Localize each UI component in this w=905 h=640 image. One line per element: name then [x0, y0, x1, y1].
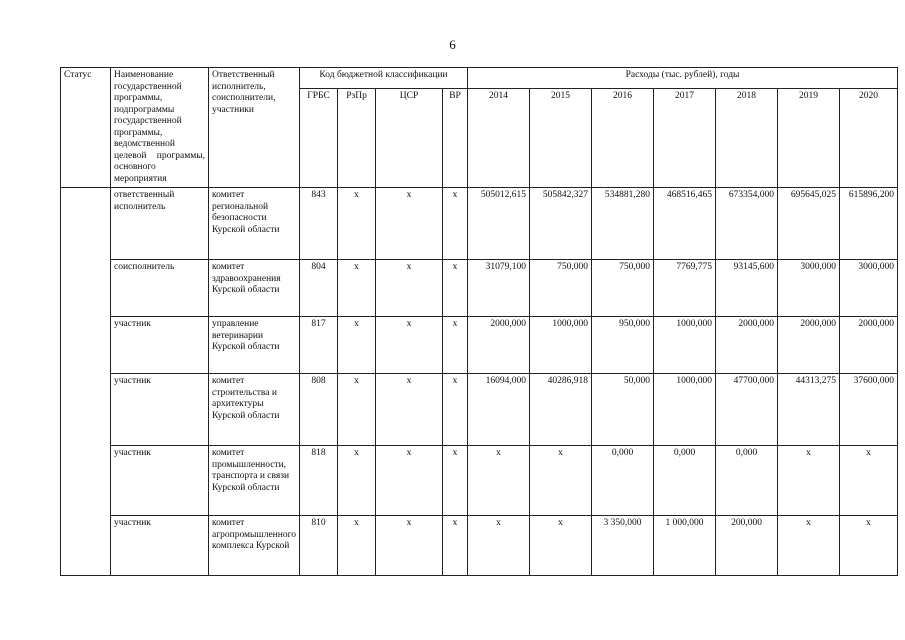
value-cell: 1 000,000	[654, 516, 716, 576]
value-cell: 468516,465	[654, 188, 716, 260]
row-responsible: комитет здравоохранения Курской области	[209, 260, 300, 317]
header-status: Статус	[61, 68, 111, 188]
value-cell: 0,000	[592, 446, 654, 516]
value-cell: 750,000	[530, 260, 592, 317]
value-cell: 44313,275	[778, 374, 840, 446]
csr-cell: x	[376, 374, 443, 446]
header-grbs: ГРБС	[300, 88, 338, 188]
rzpr-cell: x	[338, 374, 376, 446]
row-name: ответственный исполнитель	[111, 188, 209, 260]
grbs-cell: 808	[300, 374, 338, 446]
value-cell: 3000,000	[778, 260, 840, 317]
header-year: 2014	[468, 88, 530, 188]
value-cell: 16094,000	[468, 374, 530, 446]
header-year: 2018	[716, 88, 778, 188]
row-name: участник	[111, 317, 209, 374]
value-cell: 31079,100	[468, 260, 530, 317]
value-cell: 615896,200	[840, 188, 898, 260]
rzpr-cell: x	[338, 188, 376, 260]
rzpr-cell: x	[338, 260, 376, 317]
value-cell: 1000,000	[654, 317, 716, 374]
table-row	[61, 188, 898, 260]
value-cell: 3 350,000	[592, 516, 654, 576]
header-year: 2017	[654, 88, 716, 188]
value-cell: 2000,000	[840, 317, 898, 374]
status-cell	[61, 374, 111, 446]
csr-cell: x	[376, 516, 443, 576]
csr-cell: x	[376, 188, 443, 260]
rzpr-cell: x	[338, 516, 376, 576]
value-cell: x	[778, 516, 840, 576]
value-cell: 2000,000	[468, 317, 530, 374]
grbs-cell: 843	[300, 188, 338, 260]
table-row	[61, 516, 898, 576]
value-cell: 2000,000	[778, 317, 840, 374]
header-year: 2020	[840, 88, 898, 188]
value-cell: 695645,025	[778, 188, 840, 260]
grbs-cell: 810	[300, 516, 338, 576]
value-cell: 200,000	[716, 516, 778, 576]
row-name: соисполнитель	[111, 260, 209, 317]
row-responsible: комитет агропромышленного комплекса Курской	[209, 516, 300, 576]
value-cell: 1000,000	[530, 317, 592, 374]
table-row	[61, 374, 898, 446]
value-cell: 673354,000	[716, 188, 778, 260]
status-cell	[61, 446, 111, 516]
value-cell: 1000,000	[654, 374, 716, 446]
header-year: 2016	[592, 88, 654, 188]
grbs-cell: 817	[300, 317, 338, 374]
csr-cell: x	[376, 317, 443, 374]
row-responsible: комитет строительства и архитектуры Курской области	[209, 374, 300, 446]
header-code-group: Код бюджетной классификации	[300, 68, 468, 89]
vr-cell: x	[443, 374, 468, 446]
status-cell	[61, 317, 111, 374]
value-cell: 2000,000	[716, 317, 778, 374]
value-cell: x	[468, 446, 530, 516]
value-cell: 505842,327	[530, 188, 592, 260]
vr-cell: x	[443, 317, 468, 374]
row-name: участник	[111, 516, 209, 576]
row-responsible: комитет региональной безопасности Курской области	[209, 188, 300, 260]
row-responsible: комитет промышленности, транспорта и связи Курской области	[209, 446, 300, 516]
table-row	[61, 317, 898, 374]
value-cell: 750,000	[592, 260, 654, 317]
value-cell: 40286,918	[530, 374, 592, 446]
table-row	[61, 260, 898, 317]
value-cell: 505012,615	[468, 188, 530, 260]
value-cell: 50,000	[592, 374, 654, 446]
rzpr-cell: x	[338, 446, 376, 516]
status-cell	[61, 188, 111, 260]
value-cell: x	[468, 516, 530, 576]
value-cell: 950,000	[592, 317, 654, 374]
header-year: 2019	[778, 88, 840, 188]
table-row	[61, 446, 898, 516]
vr-cell: x	[443, 516, 468, 576]
rzpr-cell: x	[338, 317, 376, 374]
header-rzpr: РзПр	[338, 88, 376, 188]
value-cell: x	[778, 446, 840, 516]
status-cell	[61, 516, 111, 576]
header-vr: ВР	[443, 88, 468, 188]
value-cell: 37600,000	[840, 374, 898, 446]
header-name: Наименование государственной программы, подпрограммы государственной программы, ведомственной целевой программы, основного мероприятия	[111, 68, 209, 188]
value-cell: x	[530, 446, 592, 516]
header-csr: ЦСР	[376, 88, 443, 188]
vr-cell: x	[443, 260, 468, 317]
row-name: участник	[111, 446, 209, 516]
vr-cell: x	[443, 446, 468, 516]
value-cell: 0,000	[654, 446, 716, 516]
value-cell: x	[840, 516, 898, 576]
header-year: 2015	[530, 88, 592, 188]
value-cell: 93145,600	[716, 260, 778, 317]
value-cell: 0,000	[716, 446, 778, 516]
row-responsible: управление ветеринарии Курской области	[209, 317, 300, 374]
page-number: 6	[449, 37, 456, 52]
value-cell: 7769,775	[654, 260, 716, 317]
row-name: участник	[111, 374, 209, 446]
grbs-cell: 818	[300, 446, 338, 516]
csr-cell: x	[376, 260, 443, 317]
grbs-cell: 804	[300, 260, 338, 317]
value-cell: x	[530, 516, 592, 576]
status-cell	[61, 260, 111, 317]
budget-table	[60, 67, 898, 576]
value-cell: 47700,000	[716, 374, 778, 446]
csr-cell: x	[376, 446, 443, 516]
value-cell: x	[840, 446, 898, 516]
header-responsible: Ответственный исполнитель, соисполнители, участники	[209, 68, 300, 188]
value-cell: 534881,280	[592, 188, 654, 260]
vr-cell: x	[443, 188, 468, 260]
value-cell: 3000,000	[840, 260, 898, 317]
header-expenses-group: Расходы (тыс. рублей), годы	[468, 68, 898, 89]
